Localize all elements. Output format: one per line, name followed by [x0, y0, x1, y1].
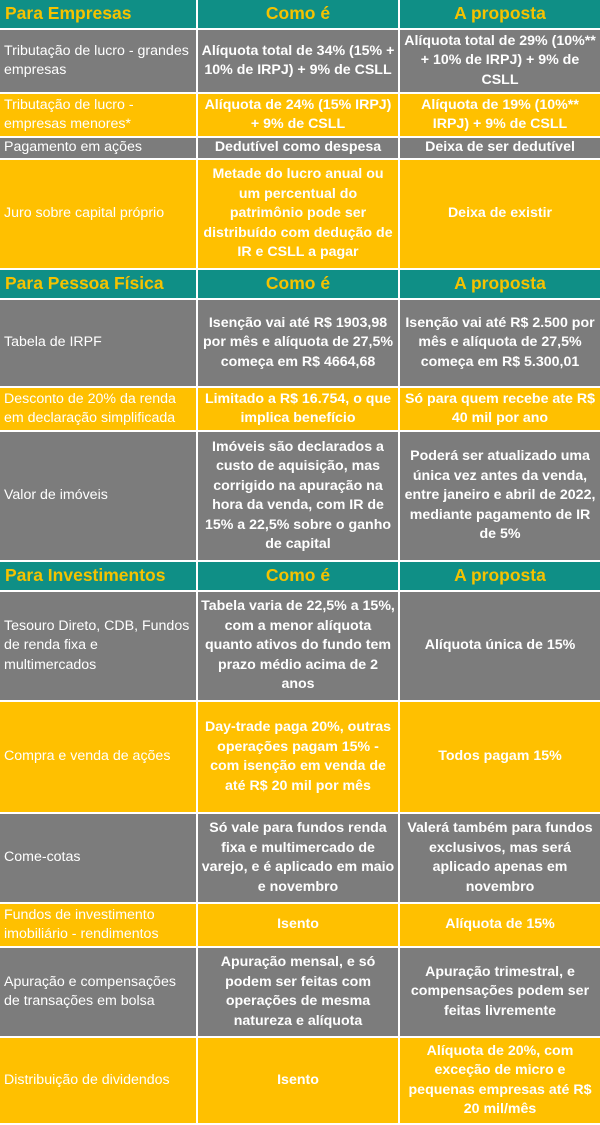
row-proposal: Alíquota de 19% (10%** IRPJ) + 9% de CSLL: [400, 94, 600, 138]
row-current: Só vale para fundos renda fixa e multimercado de varejo, e é aplicado em maio e novembro: [198, 814, 400, 904]
row-proposal: Alíquota total de 29% (10%** + 10% de IRPJ) + 9% de CSLL: [400, 30, 600, 94]
row-label: Tributação de lucro - empresas menores*: [0, 94, 198, 138]
row-label: Tesouro Direto, CDB, Fundos de renda fixa e multimercados: [0, 592, 198, 702]
row-proposal: Alíquota única de 15%: [400, 592, 600, 702]
row-label: Compra e venda de ações: [0, 702, 198, 814]
row-current: Isento: [198, 1038, 400, 1125]
row-label: Distribuição de dividendos: [0, 1038, 198, 1125]
row-current: Limitado a R$ 16.754, o que implica benefício: [198, 388, 400, 432]
row-label: Tabela de IRPF: [0, 300, 198, 388]
section-title-empresas: Para Empresas: [0, 0, 198, 30]
row-proposal: Apuração trimestral, e compensações podem ser feitas livremente: [400, 948, 600, 1038]
row-current: Metade do lucro anual ou um percentual do patrimônio pode ser distribuído com dedução de IR e CSLL a pagar: [198, 160, 400, 270]
row-label: Juro sobre capital próprio: [0, 160, 198, 270]
row-current: Alíquota de 24% (15% IRPJ) + 9% de CSLL: [198, 94, 400, 138]
row-label: Tributação de lucro - grandes empresas: [0, 30, 198, 94]
row-current: Apuração mensal, e só podem ser feitas com operações de mesma natureza e alíquota: [198, 948, 400, 1038]
row-current: Alíquota total de 34% (15% + 10% de IRPJ) + 9% de CSLL: [198, 30, 400, 94]
row-proposal: Só para quem recebe ate R$ 40 mil por ano: [400, 388, 600, 432]
row-proposal: Deixa de existir: [400, 160, 600, 270]
row-proposal: Valerá também para fundos exclusivos, mas será aplicado apenas em novembro: [400, 814, 600, 904]
row-label: Fundos de investimento imobiliário - rendimentos: [0, 904, 198, 948]
row-current: Tabela varia de 22,5% a 15%, com a menor alíquota quanto ativos do fundo tem prazo médio acima de 2 anos: [198, 592, 400, 702]
row-proposal: Alíquota de 20%, com exceção de micro e pequenas empresas até R$ 20 mil/mês: [400, 1038, 600, 1125]
row-current: Isenção vai até R$ 1903,98 por mês e alíquota de 27,5% começa em R$ 4664,68: [198, 300, 400, 388]
row-current: Day-trade paga 20%, outras operações pagam 15% - com isenção em venda de até R$ 20 mil por mês: [198, 702, 400, 814]
section-title-pessoa-fisica: Para Pessoa Física: [0, 270, 198, 300]
row-proposal: Isenção vai até R$ 2.500 por mês e alíquota de 27,5% começa em R$ 5.300,01: [400, 300, 600, 388]
col-header-proposal: A proposta: [400, 0, 600, 30]
row-proposal: Todos pagam 15%: [400, 702, 600, 814]
row-label: Come-cotas: [0, 814, 198, 904]
section-title-investimentos: Para Investimentos: [0, 562, 198, 592]
col-header-current: Como é: [198, 270, 400, 300]
row-proposal: Alíquota de 15%: [400, 904, 600, 948]
col-header-current: Como é: [198, 562, 400, 592]
col-header-proposal: A proposta: [400, 562, 600, 592]
col-header-current: Como é: [198, 0, 400, 30]
row-label: Pagamento em ações: [0, 138, 198, 160]
row-label: Valor de imóveis: [0, 432, 198, 562]
row-label: Desconto de 20% da renda em declaração simplificada: [0, 388, 198, 432]
row-proposal: Deixa de ser dedutível: [400, 138, 600, 160]
row-label: Apuração e compensações de transações em bolsa: [0, 948, 198, 1038]
col-header-proposal: A proposta: [400, 270, 600, 300]
row-proposal: Poderá ser atualizado uma única vez antes da venda, entre janeiro e abril de 2022, mediante pagamento de IR de 5%: [400, 432, 600, 562]
row-current: Isento: [198, 904, 400, 948]
row-current: Dedutível como despesa: [198, 138, 400, 160]
row-current: Imóveis são declarados a custo de aquisição, mas corrigido na apuração na hora da venda, com IR de 15% a 22,5% sobre o ganho de capital: [198, 432, 400, 562]
